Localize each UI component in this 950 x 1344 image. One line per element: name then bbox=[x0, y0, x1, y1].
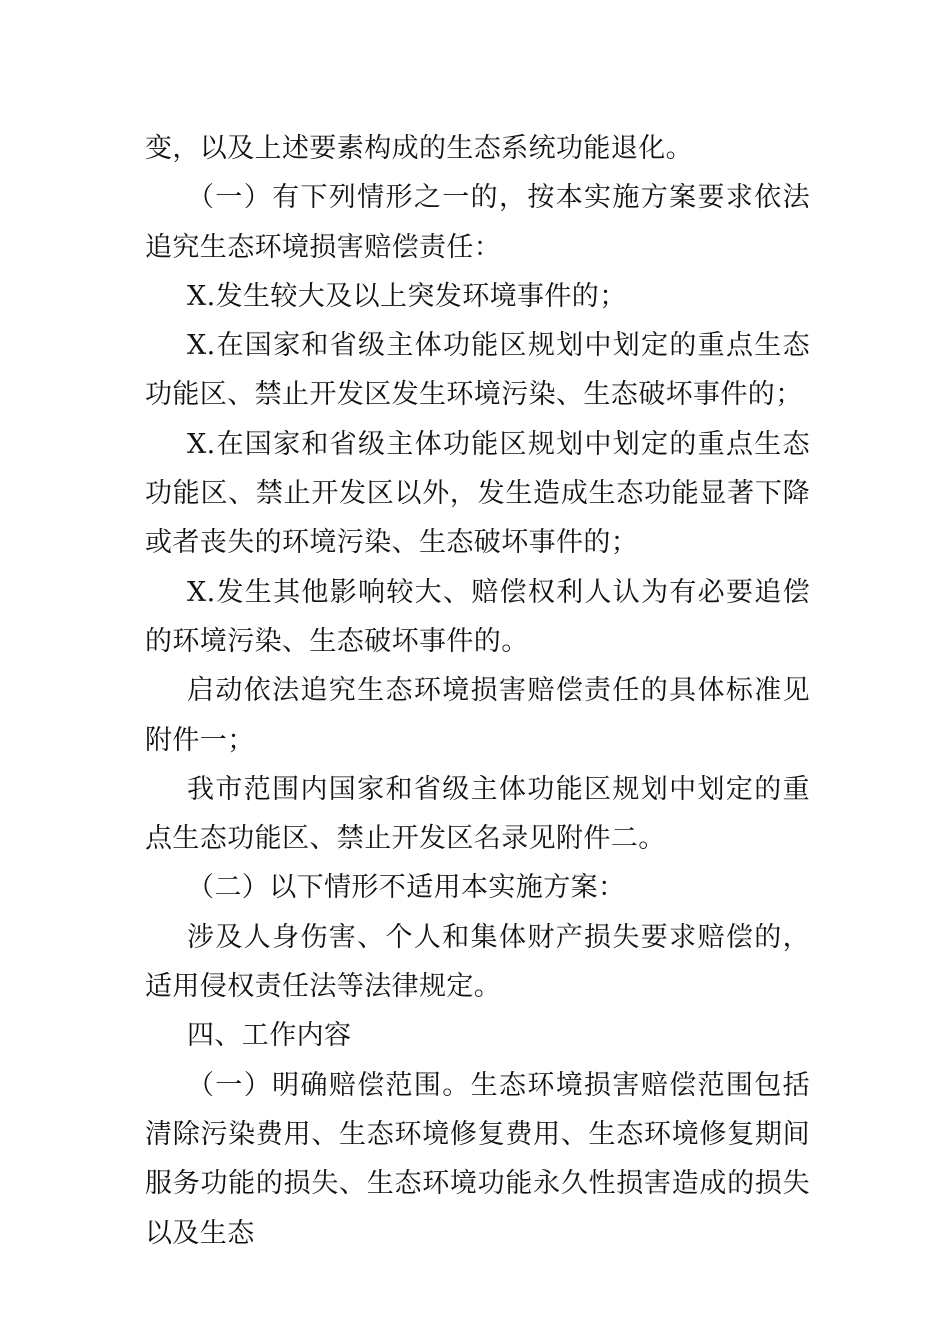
paragraph-item-4: X.发生其他影响较大、赔偿权利人认为有必要追偿的环境污染、生态破坏事件的。 bbox=[145, 576, 810, 657]
paragraph-item-1: X.发生较大及以上突发环境事件的； bbox=[187, 280, 627, 312]
document-body bbox=[145, 124, 810, 1258]
paragraph-section-2-heading: （二）以下情形不适用本实施方案： bbox=[187, 872, 626, 904]
paragraph-annex-2-reference: 我市范围内国家和省级主体功能区规划中划定的重点生态功能区、禁止开发区名录见附件二。 bbox=[145, 773, 810, 855]
paragraph-annex-1-reference: 启动依法追究生态环境损害赔偿责任的具体标准见附件一； bbox=[145, 675, 810, 756]
paragraph-continuation: 变，以及上述要素构成的生态系统功能退化。 bbox=[145, 133, 693, 164]
section-heading-work-content: 四、工作内容 bbox=[187, 1020, 352, 1052]
paragraph-item-2: X.在国家和省级主体功能区规划中划定的重点生态功能区、禁止开发区发生环境污染、生态破坏事件的； bbox=[145, 330, 810, 411]
paragraph-item-3: X.在国家和省级主体功能区规划中划定的重点生态功能区、禁止开发区以外，发生造成生态功能显著下降或者丧失的环境污染、生态破坏事件的； bbox=[145, 428, 810, 559]
paragraph-compensation-scope: （一）明确赔偿范围。生态环境损害赔偿范围包括清除污染费用、生态环境修复费用、生态环境修复期间服务功能的损失、生态环境功能永久性损害造成的损失以及生态 bbox=[145, 1069, 810, 1249]
paragraph-exclusion: 涉及人身伤害、个人和集体财产损失要求赔偿的，适用侵权责任法等法律规定。 bbox=[145, 921, 810, 1003]
paragraph-section-1-heading: （一）有下列情形之一的，按本实施方案要求依法追究生态环境损害赔偿责任： bbox=[145, 182, 810, 263]
